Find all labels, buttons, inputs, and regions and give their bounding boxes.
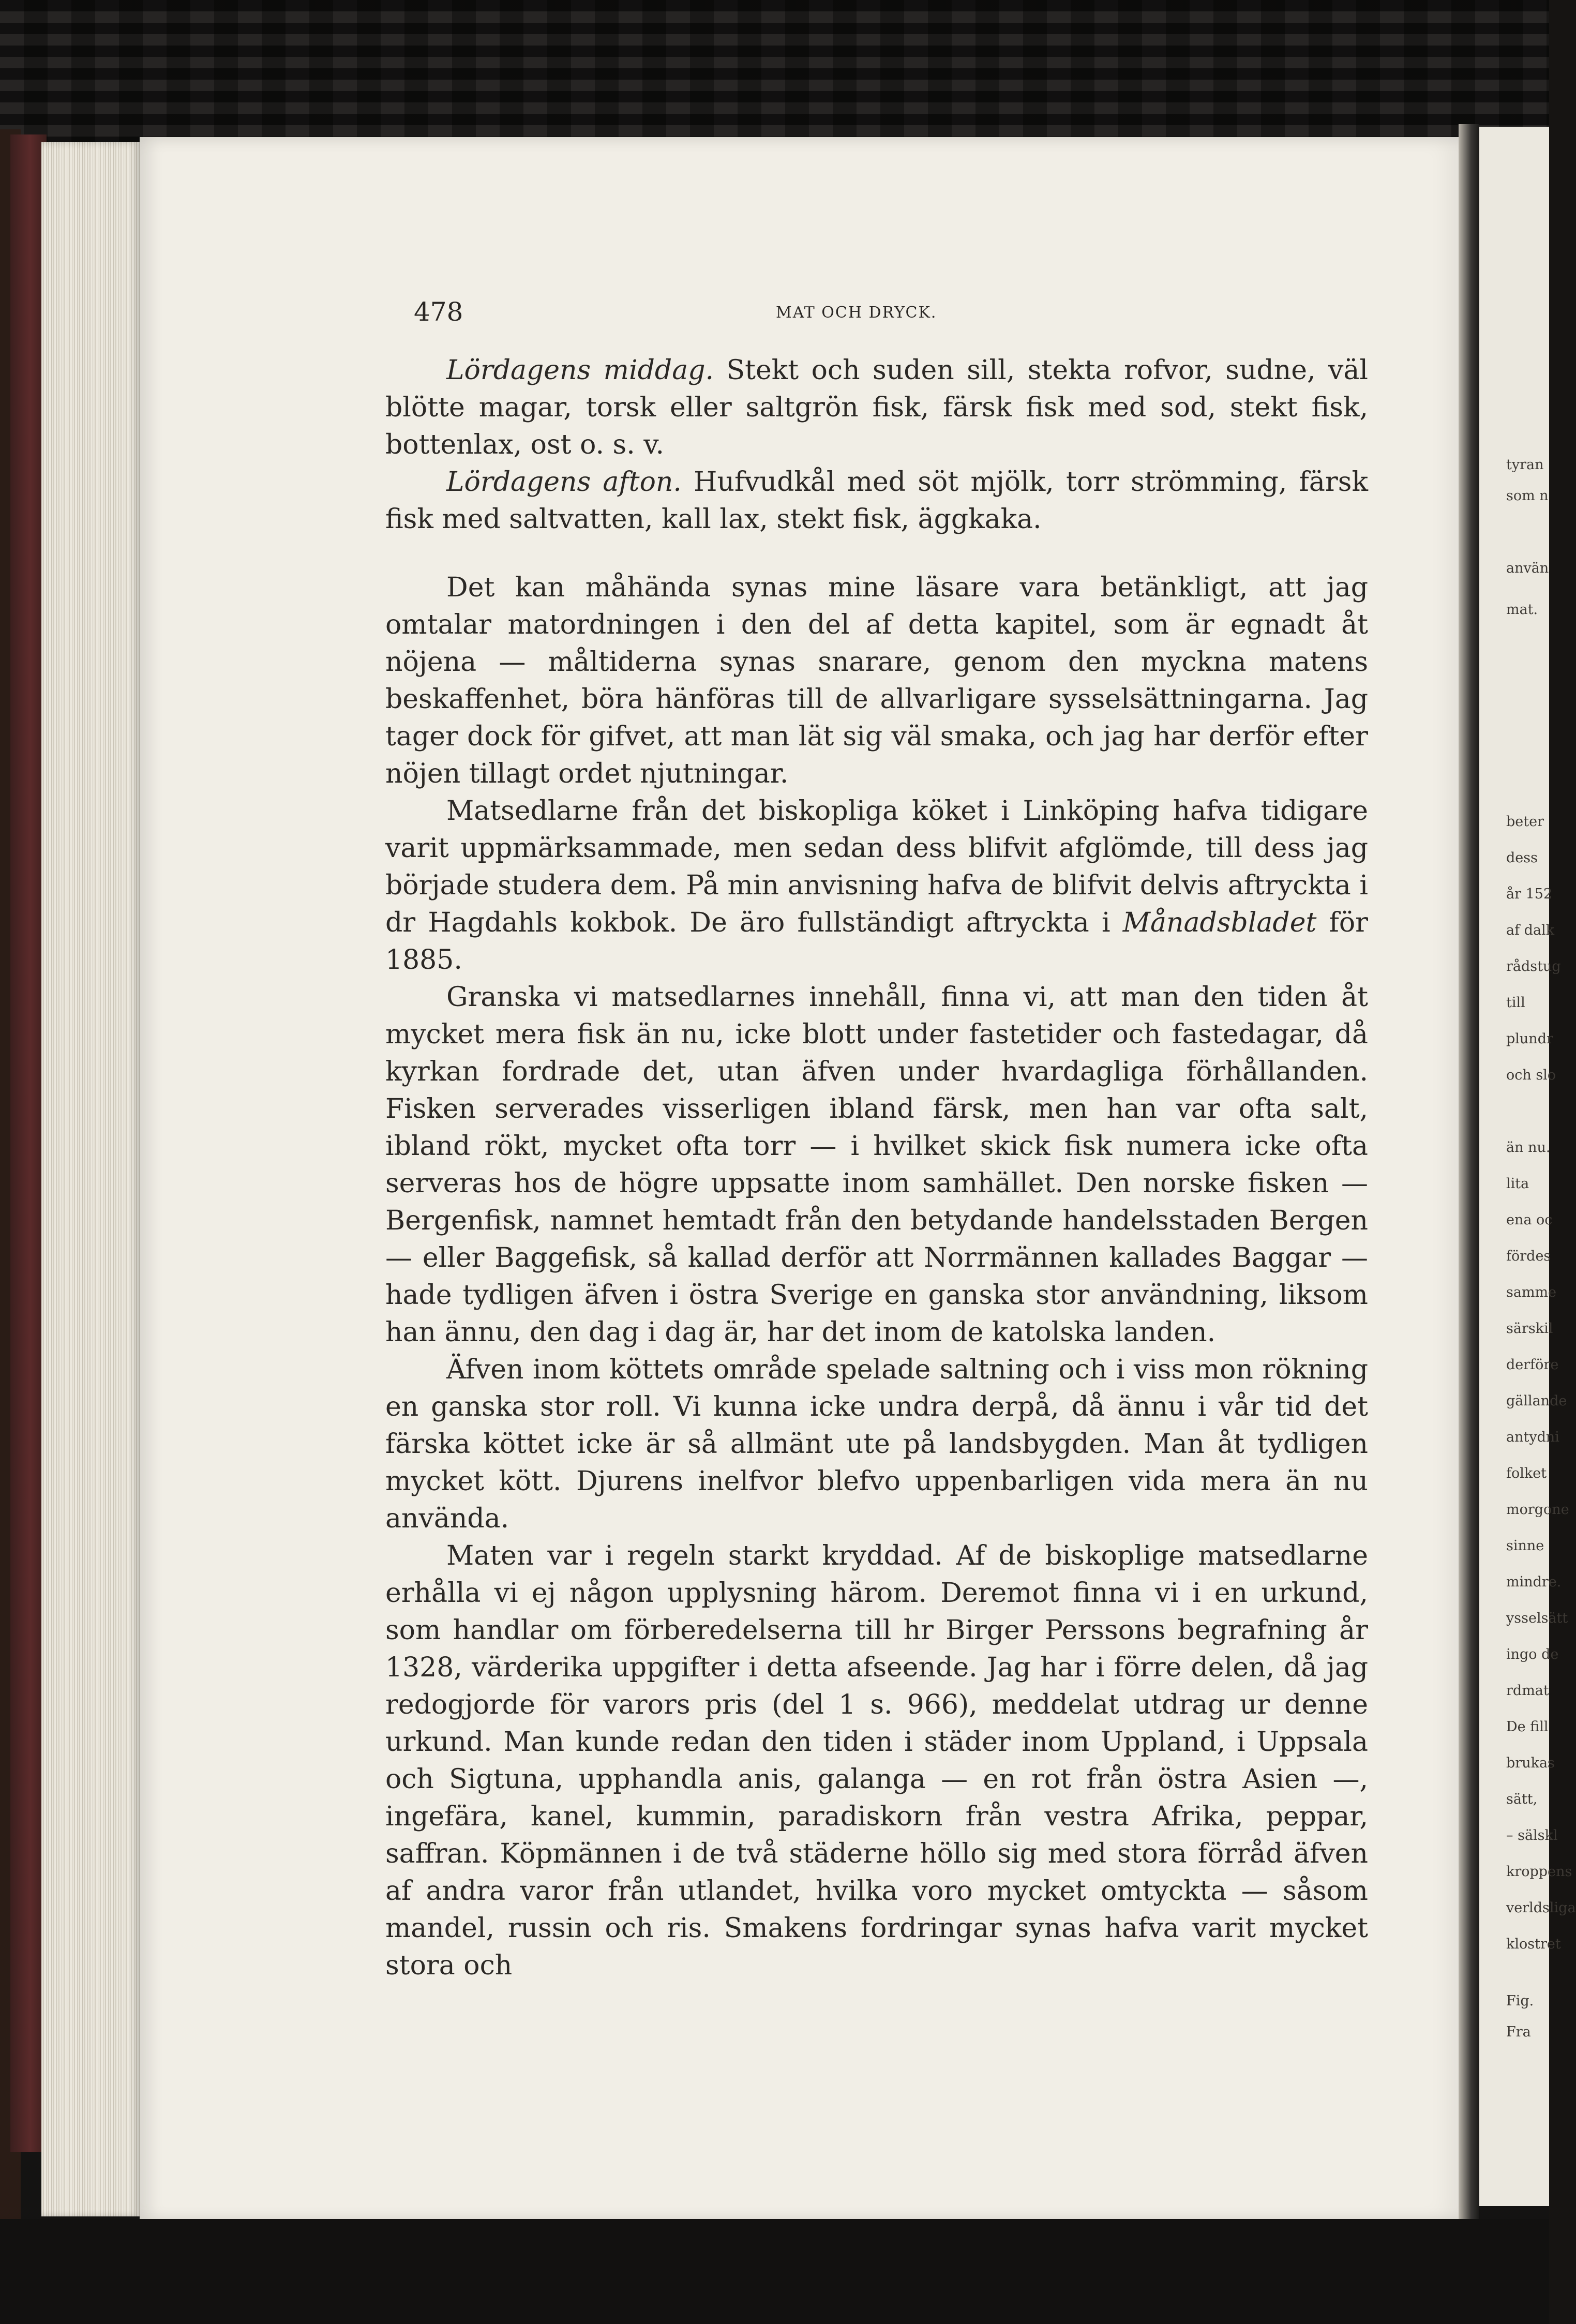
- adjacent-page-fragment: Fig.: [1506, 1993, 1534, 2009]
- adjacent-page-fragment: antydni: [1506, 1429, 1559, 1445]
- adjacent-page-fragment: mat.: [1506, 602, 1538, 618]
- adjacent-page-fragment: kroppens: [1506, 1864, 1572, 1880]
- adjacent-page-fragment: af dalk: [1506, 922, 1555, 938]
- adjacent-page-fragment: använ: [1506, 560, 1549, 576]
- menu-heading: Lördagens afton.: [446, 467, 682, 498]
- adjacent-page-fragment: samme: [1506, 1284, 1557, 1300]
- adjacent-page-fragment: verldsliga: [1506, 1900, 1576, 1916]
- adjacent-page-fragment: sinne: [1506, 1538, 1544, 1554]
- adjacent-page-fragment: till: [1506, 995, 1525, 1011]
- adjacent-page: [1479, 127, 1576, 2206]
- adjacent-page-fragment: ingo de: [1506, 1646, 1559, 1662]
- body-paragraph-text: för 1885.: [385, 907, 1368, 976]
- page-gutter: [1459, 124, 1479, 2235]
- running-title: MAT OCH DRYCK.: [776, 304, 937, 322]
- adjacent-page-fragment: Fra: [1506, 2024, 1531, 2040]
- adjacent-page-fragment: rådstug: [1506, 958, 1561, 974]
- adjacent-page-fragment: morgone: [1506, 1502, 1569, 1518]
- adjacent-page-fragment: beter: [1506, 814, 1544, 830]
- adjacent-page-fragment: tyran: [1506, 457, 1544, 473]
- menu-text: Hufvudkål med söt mjölk, torr strömming, färsk fisk med saltvatten, kall lax, stekt fisk, äggkaka.: [385, 467, 1368, 535]
- adjacent-page-fragment: De fill: [1506, 1719, 1549, 1735]
- adjacent-page-fragment: rdmat: [1506, 1683, 1549, 1699]
- adjacent-page-fragment: som n: [1506, 488, 1549, 504]
- adjacent-page-fragment: brukas: [1506, 1755, 1555, 1771]
- body-paragraph-text: Matsedlarne från det biskopliga köket i Linköping hafva tidigare varit uppmärksammade, men sedan dess blifvit afglömde, till dess jag började studera dem. På min anvisning hafva de blifvit delvis aftryckta i dr Hagdahls kokbok. De äro fullständigt aftryckta i: [385, 796, 1368, 938]
- adjacent-page-fragment: fördes: [1506, 1248, 1551, 1264]
- adjacent-page-fragment: dess: [1506, 850, 1538, 866]
- menu-heading: Lördagens middag.: [446, 355, 714, 386]
- adjacent-page-fragment: plundr: [1506, 1031, 1553, 1047]
- menu-paragraph: [385, 463, 1368, 538]
- adjacent-page-fragment: derföre: [1506, 1357, 1559, 1373]
- page-body: [385, 352, 1368, 1984]
- adjacent-page-fragment: sätt,: [1506, 1791, 1538, 1807]
- adjacent-page-fragment: år 152: [1506, 886, 1553, 902]
- page-stack-edges: [41, 142, 140, 2216]
- cited-title: Månadsbladet: [1122, 907, 1317, 938]
- running-head: [414, 299, 1376, 330]
- adjacent-page-fragment: – sälskl: [1506, 1827, 1558, 1843]
- menu-paragraph: [385, 352, 1368, 463]
- body-paragraph: Maten var i regeln starkt kryddad. Af de biskoplige matsedlarne erhålla vi ej någon upplysning härom. Deremot finna vi i en urkund, som handlar om förberedelserna till hr Birger Perssons begrafning år 1328, värderika uppgifter i detta afseende. Jag har i förre delen, då jag redogjorde för varors pris (del 1 s. 966), meddelat utdrag ur denne urkund. Man kunde redan den tiden i städer inom Uppland, i Uppsala och Sigtuna, upphandla anis, galanga — en rot från östra Asien —, ingefära, kanel, kummin, paradiskorn från vestra Afrika, peppar, saffran. Köpmännen i de två städerne höllo sig med stora förråd äfven af andra varor från utlandet, hvilka voro mycket omtyckta — såsom mandel, russin och ris. Smakens fordringar synas hafva varit mycket stora och: [385, 1540, 1368, 1981]
- adjacent-page-fragment: lita: [1506, 1176, 1529, 1192]
- adjacent-page-fragment: klostret: [1506, 1936, 1561, 1952]
- body-paragraph: Granska vi matsedlarnes innehåll, finna vi, att man den tiden åt mycket mera fisk än nu, icke blott under fastetider och fastedagar, då kyrkan fordrade det, utan äfven under hvardagliga förhållanden. Fisken serverades visserligen ibland färsk, men han var ofta salt, ibland rökt, mycket ofta torr — i hvilket skick fisk numera icke ofta serveras hos de högre uppsatte inom samhället. Den norske fisken — Bergenfisk, namnet hemtadt från den betydande handelsstaden Bergen — eller Baggefisk, så kallad derför att Norrmännen kallades Baggar — hade tydligen äfven i östra Sverige en ganska stor användning, liksom han ännu, den dag i dag är, har det inom de katolska landen.: [385, 982, 1368, 1348]
- adjacent-page-fragment: folket: [1506, 1465, 1547, 1481]
- adjacent-page-fragment: än nu.: [1506, 1139, 1551, 1156]
- page-number: 478: [414, 297, 463, 327]
- adjacent-page-fragment: ena oc: [1506, 1212, 1553, 1228]
- adjacent-page-fragment: mindre.: [1506, 1574, 1562, 1590]
- section-gap: [385, 538, 1368, 569]
- background-bottom: [0, 2219, 1549, 2324]
- menu-text: Stekt och suden sill, stekta rofvor, sudne, väl blötte magar, torsk eller saltgrön fisk, färsk fisk med sod, stekt fisk, bottenlax, ost o. s. v.: [385, 355, 1368, 460]
- adjacent-page-fragment: gällande: [1506, 1393, 1567, 1409]
- body-paragraph: Det kan måhända synas mine läsare vara betänkligt, att jag omtalar matordningen i den del af detta kapitel, som är egnadt åt nöjena — måltiderna synas snarare, genom den myckna matens beskaffenhet, böra hänföras till de allvarligare sysselsättningarna. Jag tager dock för gifvet, att man lät sig väl smaka, och jag har derför efter nöjen tillagt ordet njutningar.: [385, 572, 1368, 789]
- adjacent-page-fragment: ysselsätt: [1506, 1610, 1568, 1626]
- body-paragraph: [385, 792, 1368, 979]
- body-paragraph: Äfven inom köttets område spelade saltning och i viss mon rökning en ganska stor roll. Vi kunna icke undra derpå, då ännu i vår tid det färska köttet icke är så allmänt ute på landsbygden. Man åt tydligen mycket kött. Djurens inelfvor blefvo uppenbarligen vida mera än nu använda.: [385, 1354, 1368, 1534]
- adjacent-page-fragment: och slo: [1506, 1067, 1556, 1083]
- adjacent-page-fragment: särskil: [1506, 1321, 1553, 1337]
